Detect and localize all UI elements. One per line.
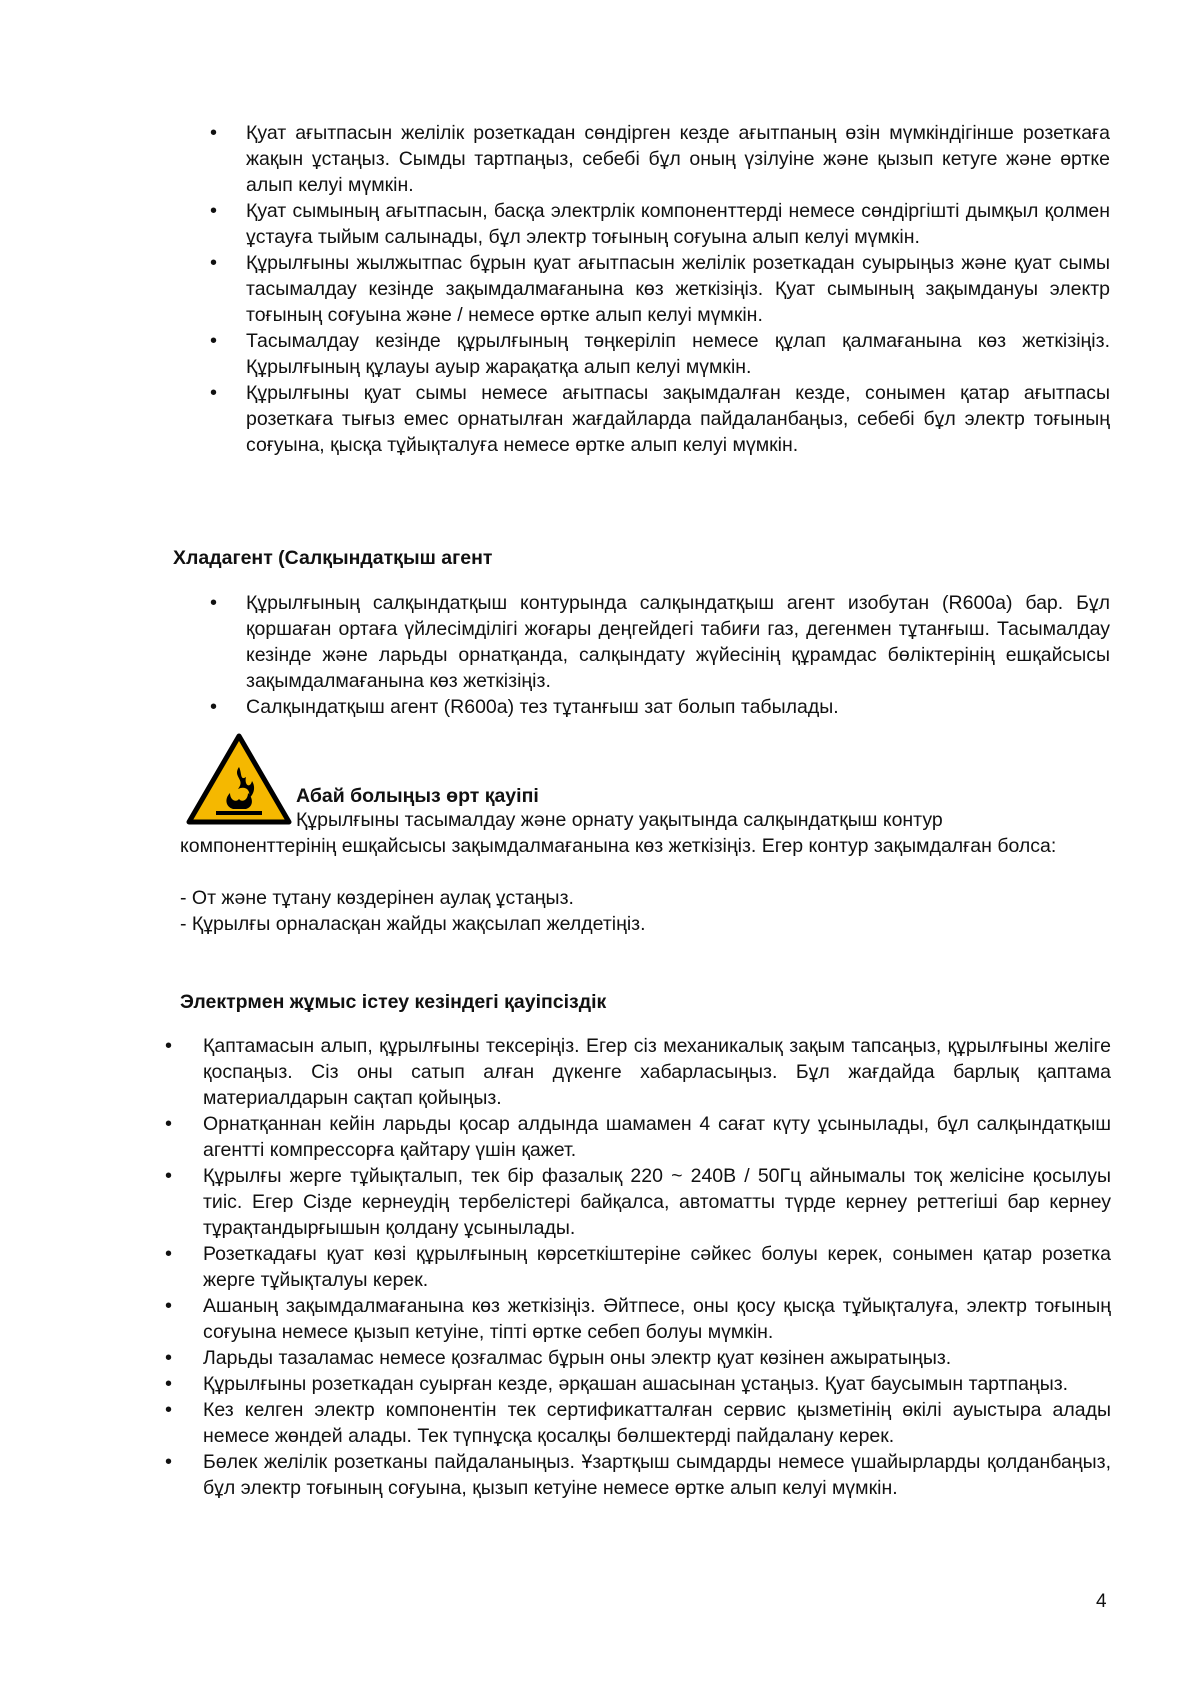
fire-hazard-title: Абай болыңыз өрт қауіпі bbox=[296, 785, 539, 807]
paragraph-text: компоненттерінің ешқайсысы зақымдалмағанына көз жеткізіңіз. Егер контур зақымдалған болса: bbox=[180, 835, 1057, 857]
dash-item: - Құрылғы орналасқан жайды жақсылап желдетіңіз. bbox=[180, 913, 646, 935]
dash-item: - От және тұтану көздерінен аулақ ұстаңыз. bbox=[180, 887, 574, 909]
electrical-safety-heading: Электрмен жұмыс істеу кезіндегі қауіпсіздік bbox=[180, 991, 607, 1013]
list-item: • Ашаның зақымдалмағанына көз жеткізіңіз. Әйтпесе, оны қосу қысқа тұйықталуға, электр тоғының соғуына немесе қызып кетуіне, тіпті өртке себеп болуы мүмкін. bbox=[203, 1293, 1111, 1345]
list-item: • Құрылғыны қуат сымы немесе ағытпасы зақымдалған кезде, сонымен қатар ағытпасы розеткаға тығыз емес орнатылған жағдайларда пайдаланбаңыз, себебі бұл электр тоғының соғуына, қысқа тұйықталуға немесе өртке алып келуі мүмкін. bbox=[246, 380, 1110, 458]
refrigerant-list bbox=[246, 590, 1110, 720]
list-item: • Құрылғы жерге тұйықталып, тек бір фазалық 220 ~ 240В / 50Гц айнымалы тоқ желісіне қосылуы тиіс. Егер Сізде кернеудің тербелістері байқалса, автоматты түрде кернеу реттегіші бар кернеу тұрақтандырғышын қолдану ұсынылады. bbox=[203, 1163, 1111, 1241]
list-item: • Құрылғының салқындатқыш контурында салқындатқыш агент изобутан (R600a) бар. Бұл қоршаған ортаға үйлесімділігі жоғары деңгейдегі табиғи газ, дегенмен тұтанғыш. Тасымалдау кезінде және ларьды орнатқанда, салқындату жүйесінің құрамдас бөліктерінің ешқайсысы зақымдалмағанына көз жеткізіңіз. bbox=[246, 590, 1110, 694]
list-item: • Тасымалдау кезінде құрылғының төңкеріліп немесе құлап қалмағанына көз жеткізіңіз. Құрылғының құлауы ауыр жарақатқа алып келуі мүмкін. bbox=[246, 328, 1110, 380]
list-item: • Бөлек желілік розетканы пайдаланыңыз. Ұзартқыш сымдарды немесе үшайырларды қолданбаңыз, бұл электр тоғының соғуына, қызып кетуіне немесе өртке алып келуі мүмкін. bbox=[203, 1449, 1111, 1501]
refrigerant-heading: Хладагент (Салқындатқыш агент bbox=[173, 547, 493, 569]
list-item: • Қуат ағытпасын желілік розеткадан сөндірген кезде ағытпаның өзін мүмкіндігінше розеткаға жақын ұстаңыз. Сымды тартпаңыз, себебі бұл оның үзілуіне және қызып кетуге және өртке алып келуі мүмкін. bbox=[246, 120, 1110, 198]
electrical-safety-list bbox=[203, 1033, 1111, 1501]
list-item: • Құрылғыны розеткадан суырған кезде, әрқашан ашасынан ұстаңыз. Қуат баусымын тартпаңыз. bbox=[203, 1371, 1111, 1397]
power-plug-safety-list bbox=[246, 120, 1110, 458]
list-item: • Қаптамасын алып, құрылғыны тексеріңіз. Егер сіз механикалық зақым тапсаңыз, құрылғыны желіге қоспаңыз. Сіз оны сатып алған дүкенге хабарласыңыз. Бұл жағдайда барлық қаптама материалдарын сақтап қойыңыз. bbox=[203, 1033, 1111, 1111]
list-item: • Қуат сымының ағытпасын, басқа электрлік компоненттерді немесе сөндіргішті дымқыл қолмен ұстауға тыйым салынады, бұл электр тоғының соғуына алып келуі мүмкін. bbox=[246, 198, 1110, 250]
list-item: • Ларьды тазаламас немесе қозғалмас бұрын оны электр қуат көзінен ажыратыңыз. bbox=[203, 1345, 1111, 1371]
page-number: 4 bbox=[1096, 1591, 1107, 1612]
list-item: • Кез келген электр компонентін тек сертификатталған сервис қызметінің өкілі ауыстыра алады немесе жөндей алады. Тек түпнұсқа қосалқы бөлшектерді пайдалану керек. bbox=[203, 1397, 1111, 1449]
paragraph-line: Құрылғыны тасымалдау және орнату уақытында салқындатқыш контур bbox=[296, 809, 943, 831]
list-item: • Орнатқаннан кейін ларьды қосар алдында шамамен 4 сағат күту ұсынылады, бұл салқындатқыш агентті компрессорға қайтару үшін қажет. bbox=[203, 1111, 1111, 1163]
list-item: • Салқындатқыш агент (R600a) тез тұтанғыш зат болып табылады. bbox=[246, 694, 1110, 720]
list-item: • Розеткадағы қуат көзі құрылғының көрсеткіштеріне сәйкес болуы керек, сонымен қатар розетка жерге тұйықталуы керек. bbox=[203, 1241, 1111, 1293]
fire-hazard-paragraph bbox=[180, 807, 1110, 859]
list-item: • Құрылғыны жылжытпас бұрын қуат ағытпасын желілік розеткадан суырыңыз және қуат сымы тасымалдау кезінде зақымдалмағанына көз жеткізіңіз. Қуат сымының зақымдануы электр тоғының соғуына және / немесе өртке алып келуі мүмкін. bbox=[246, 250, 1110, 328]
